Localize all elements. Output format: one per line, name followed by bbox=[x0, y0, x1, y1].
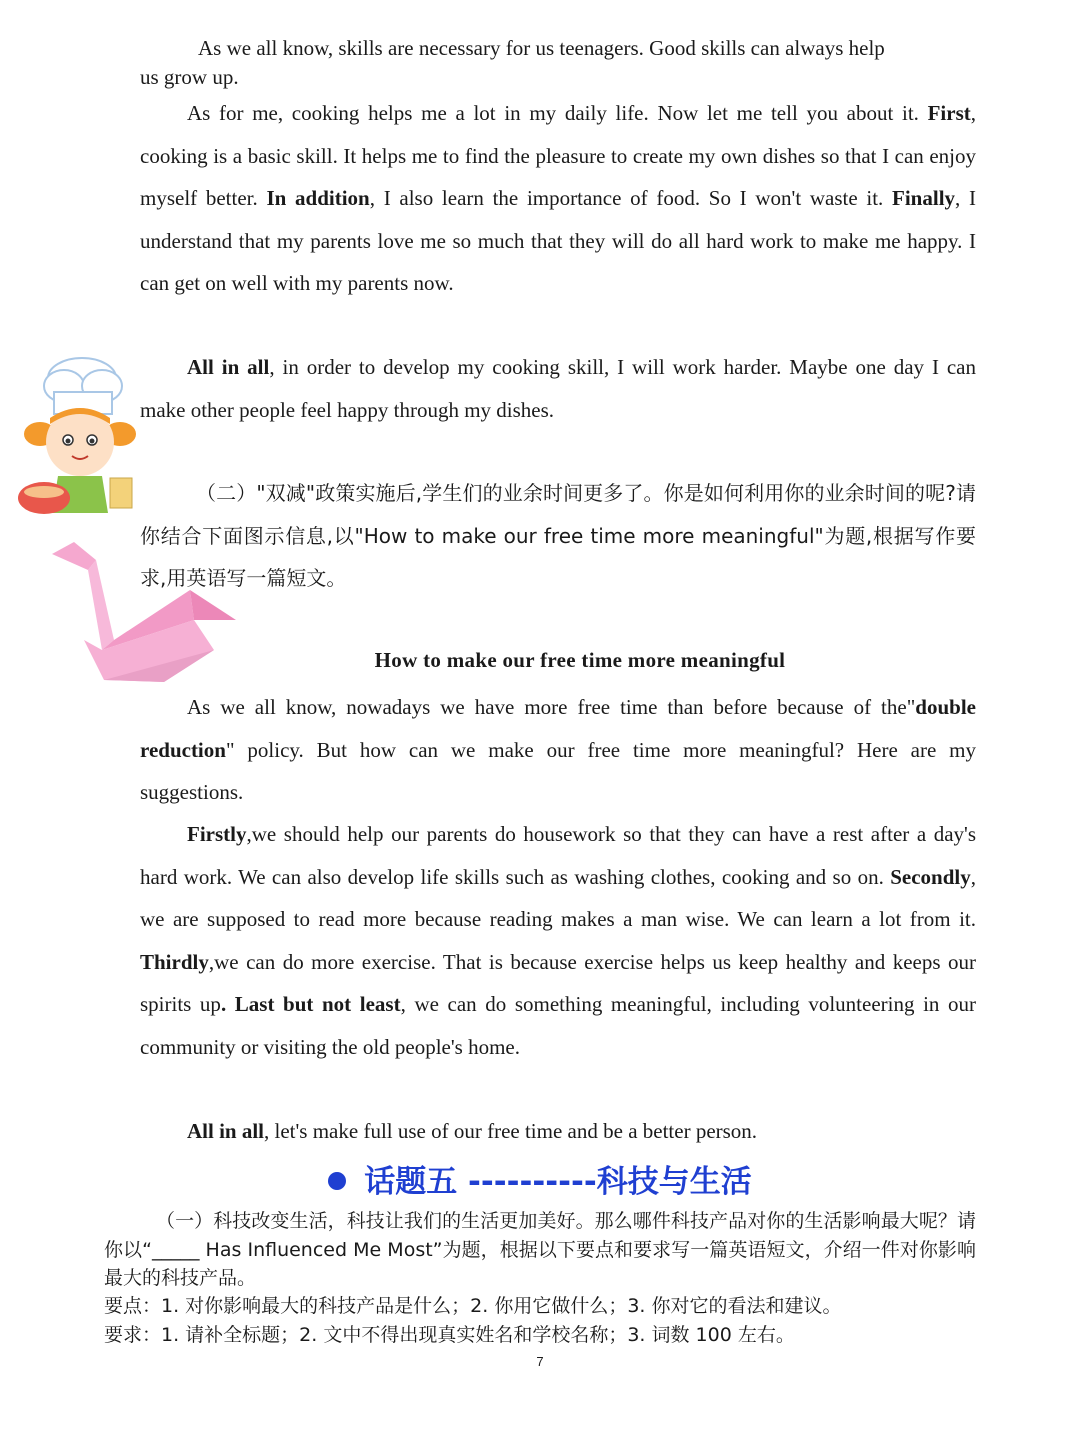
bullet-dot-icon bbox=[328, 1172, 346, 1190]
essay1-paragraph-2: As for me, cooking helps me a lot in my daily life. Now let me tell you about it. First, cooking is a basic skill. It helps me to find the pleasure to create my own dishes so that I can enjoy myself better. In addition, I also learn the importance of food. So I won't waste it. Finally, I understand that my parents love me so much that they will do all hard work to make me happy. I can get on well with my parents now. bbox=[140, 101, 976, 295]
chef-girl-illustration bbox=[10, 348, 150, 523]
essay2-paragraph-3: All in all, let's make full use of our free time and be a better person. bbox=[187, 1119, 758, 1143]
topic-five-points: 要点：1. 对你影响最大的科技产品是什么；2. 你用它做什么；3. 你对它的看法和建议。 bbox=[104, 1295, 842, 1317]
essay2-paragraph-2: Firstly,we should help our parents do housework so that they can have a rest after a day's hard work. We can also develop life skills such as washing clothes, cooking and so on. Secondly, we are supposed to read more because reading makes a man wise. We can learn a lot from it. Thirdly,we can do more exercise. That is because exercise helps us keep healthy and keeps our spirits up. Last but not least, we can do something meaningful, including volunteering in our community or visiting the old people's home. bbox=[140, 822, 1008, 1059]
essay2-title: How to make our free time more meaningful bbox=[374, 648, 786, 672]
page-number: 7 bbox=[536, 1354, 544, 1369]
essay2-paragraph-1: As we all know, nowadays we have more free time than before because of the"double reduction" policy. But how can we make our free time more meaningful? Here are my suggestions. bbox=[140, 695, 976, 804]
essay1-paragraph-3: All in all, in order to develop my cooking skill, I will work harder. Maybe one day I can make other people feel happy through my dishes. bbox=[140, 355, 976, 422]
topic-five-intro: （一）科技改变生活，科技让我们的生活更加美好。那么哪件科技产品对你的生活影响最大呢？请你以“_____ Has Influenced Me Most”为题，根据以下要点和要求写一篇英语短文，介绍一件对你影响最大的科技产品。 bbox=[104, 1210, 976, 1289]
prompt-2-instructions: （二）"双减"政策实施后,学生们的业余时间更多了。你是如何利用你的业余时间的呢?请你结合下面图示信息,以"How to make our free time more meaningful"为题,根据写作要求,用英语写一篇短文。 bbox=[140, 481, 976, 590]
topic-five-requirements: 要求：1. 请补全标题；2. 文中不得出现真实姓名和学校名称；3. 词数 100 左右。 bbox=[104, 1324, 795, 1346]
topic-five-heading: 话题五 ----------科技与生活 bbox=[0, 1156, 1080, 1201]
essay1-paragraph-1: As we all know, skills are necessary for us teenagers. Good skills can always help us grow up. bbox=[140, 36, 885, 89]
